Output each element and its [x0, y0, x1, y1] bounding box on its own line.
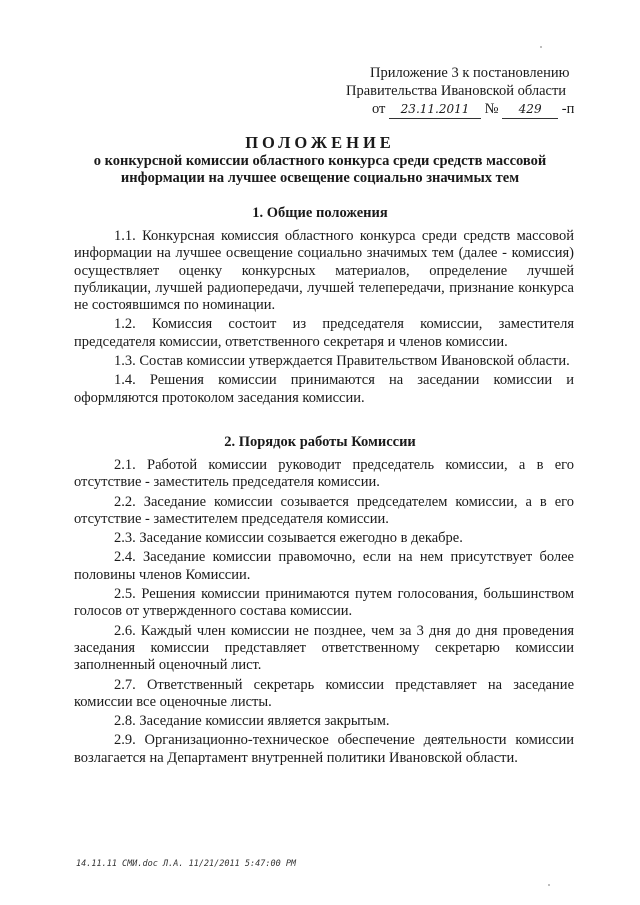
- ot-label: от: [372, 101, 386, 117]
- scan-speck: [548, 884, 550, 886]
- paragraph: 2.2. Заседание комиссии созывается председателем комиссии, а в его отсутствие - заместителем председателя комиссии.: [74, 493, 574, 527]
- paragraph: 2.7. Ответственный секретарь комиссии представляет на заседание комиссии все оценочные листы.: [74, 676, 574, 710]
- appendix-line-1: Приложение 3 к постановлению: [370, 65, 570, 81]
- document-subtitle: о конкурсной комиссии областного конкурса среди средств массовой информации на лучшее освещение социально значимых тем: [93, 153, 547, 186]
- paragraph: 2.1. Работой комиссии руководит председатель комиссии, а в его отсутствие - заместитель председателя комиссии.: [74, 457, 574, 491]
- section-1-heading: 1. Общие положения: [252, 205, 388, 221]
- handwritten-number: 429: [502, 100, 558, 119]
- scan-speck: [540, 46, 542, 48]
- paragraph: 2.3. Заседание комиссии созывается ежегодно в декабре.: [114, 530, 463, 547]
- paragraph: 2.9. Организационно-техническое обеспечение деятельности комиссии возлагается на Департамент внутренней политики Ивановской области.: [74, 732, 574, 766]
- paragraph: 2.8. Заседание комиссии является закрытым.: [114, 713, 390, 730]
- paragraph: 1.1. Конкурсная комиссия областного конкурса среди средств массовой информации на лучшее освещение социально значимых тем (далее - комиссия) осуществляет оценку конкурсных материалов, определение лучшей публикации, лучшей радиопередачи, лучшей телепередачи, признание конкурса не состоявшимся по номинации.: [74, 228, 574, 314]
- section-2-body: [74, 457, 574, 769]
- handwritten-date: 23.11.2011: [389, 100, 481, 119]
- document-title: ПОЛОЖЕНИЕ: [245, 133, 395, 152]
- section-2-heading: 2. Порядок работы Комиссии: [224, 434, 416, 450]
- appendix-line-3: [372, 100, 612, 119]
- number-suffix: -п: [561, 101, 575, 117]
- paragraph: 1.3. Состав комиссии утверждается Правительством Ивановской области.: [114, 353, 570, 370]
- paragraph: 2.5. Решения комиссии принимаются путем голосования, большинством голосов от утвержденного состава комиссии.: [74, 586, 574, 620]
- number-sign: №: [484, 101, 499, 117]
- paragraph: 2.4. Заседание комиссии правомочно, если на нем присутствует более половины членов Комиссии.: [74, 549, 574, 583]
- paragraph: 1.4. Решения комиссии принимаются на заседании комиссии и оформляются протоколом заседания комиссии.: [74, 372, 574, 406]
- section-1-body: [74, 228, 574, 409]
- paragraph: 1.2. Комиссия состоит из председателя комиссии, заместителя председателя комиссии, ответственного секретаря и членов комиссии.: [74, 316, 574, 350]
- paragraph: 2.6. Каждый член комиссии не позднее, чем за 3 дня до дня проведения заседания комиссии представляет ответственному секретарю комиссии заполненный оценочный лист.: [74, 622, 574, 674]
- file-footer: 14.11.11 СМИ.doc Л.А. 11/21/2011 5:47:00 PM: [76, 859, 297, 869]
- appendix-line-2: Правительства Ивановской области: [346, 83, 567, 99]
